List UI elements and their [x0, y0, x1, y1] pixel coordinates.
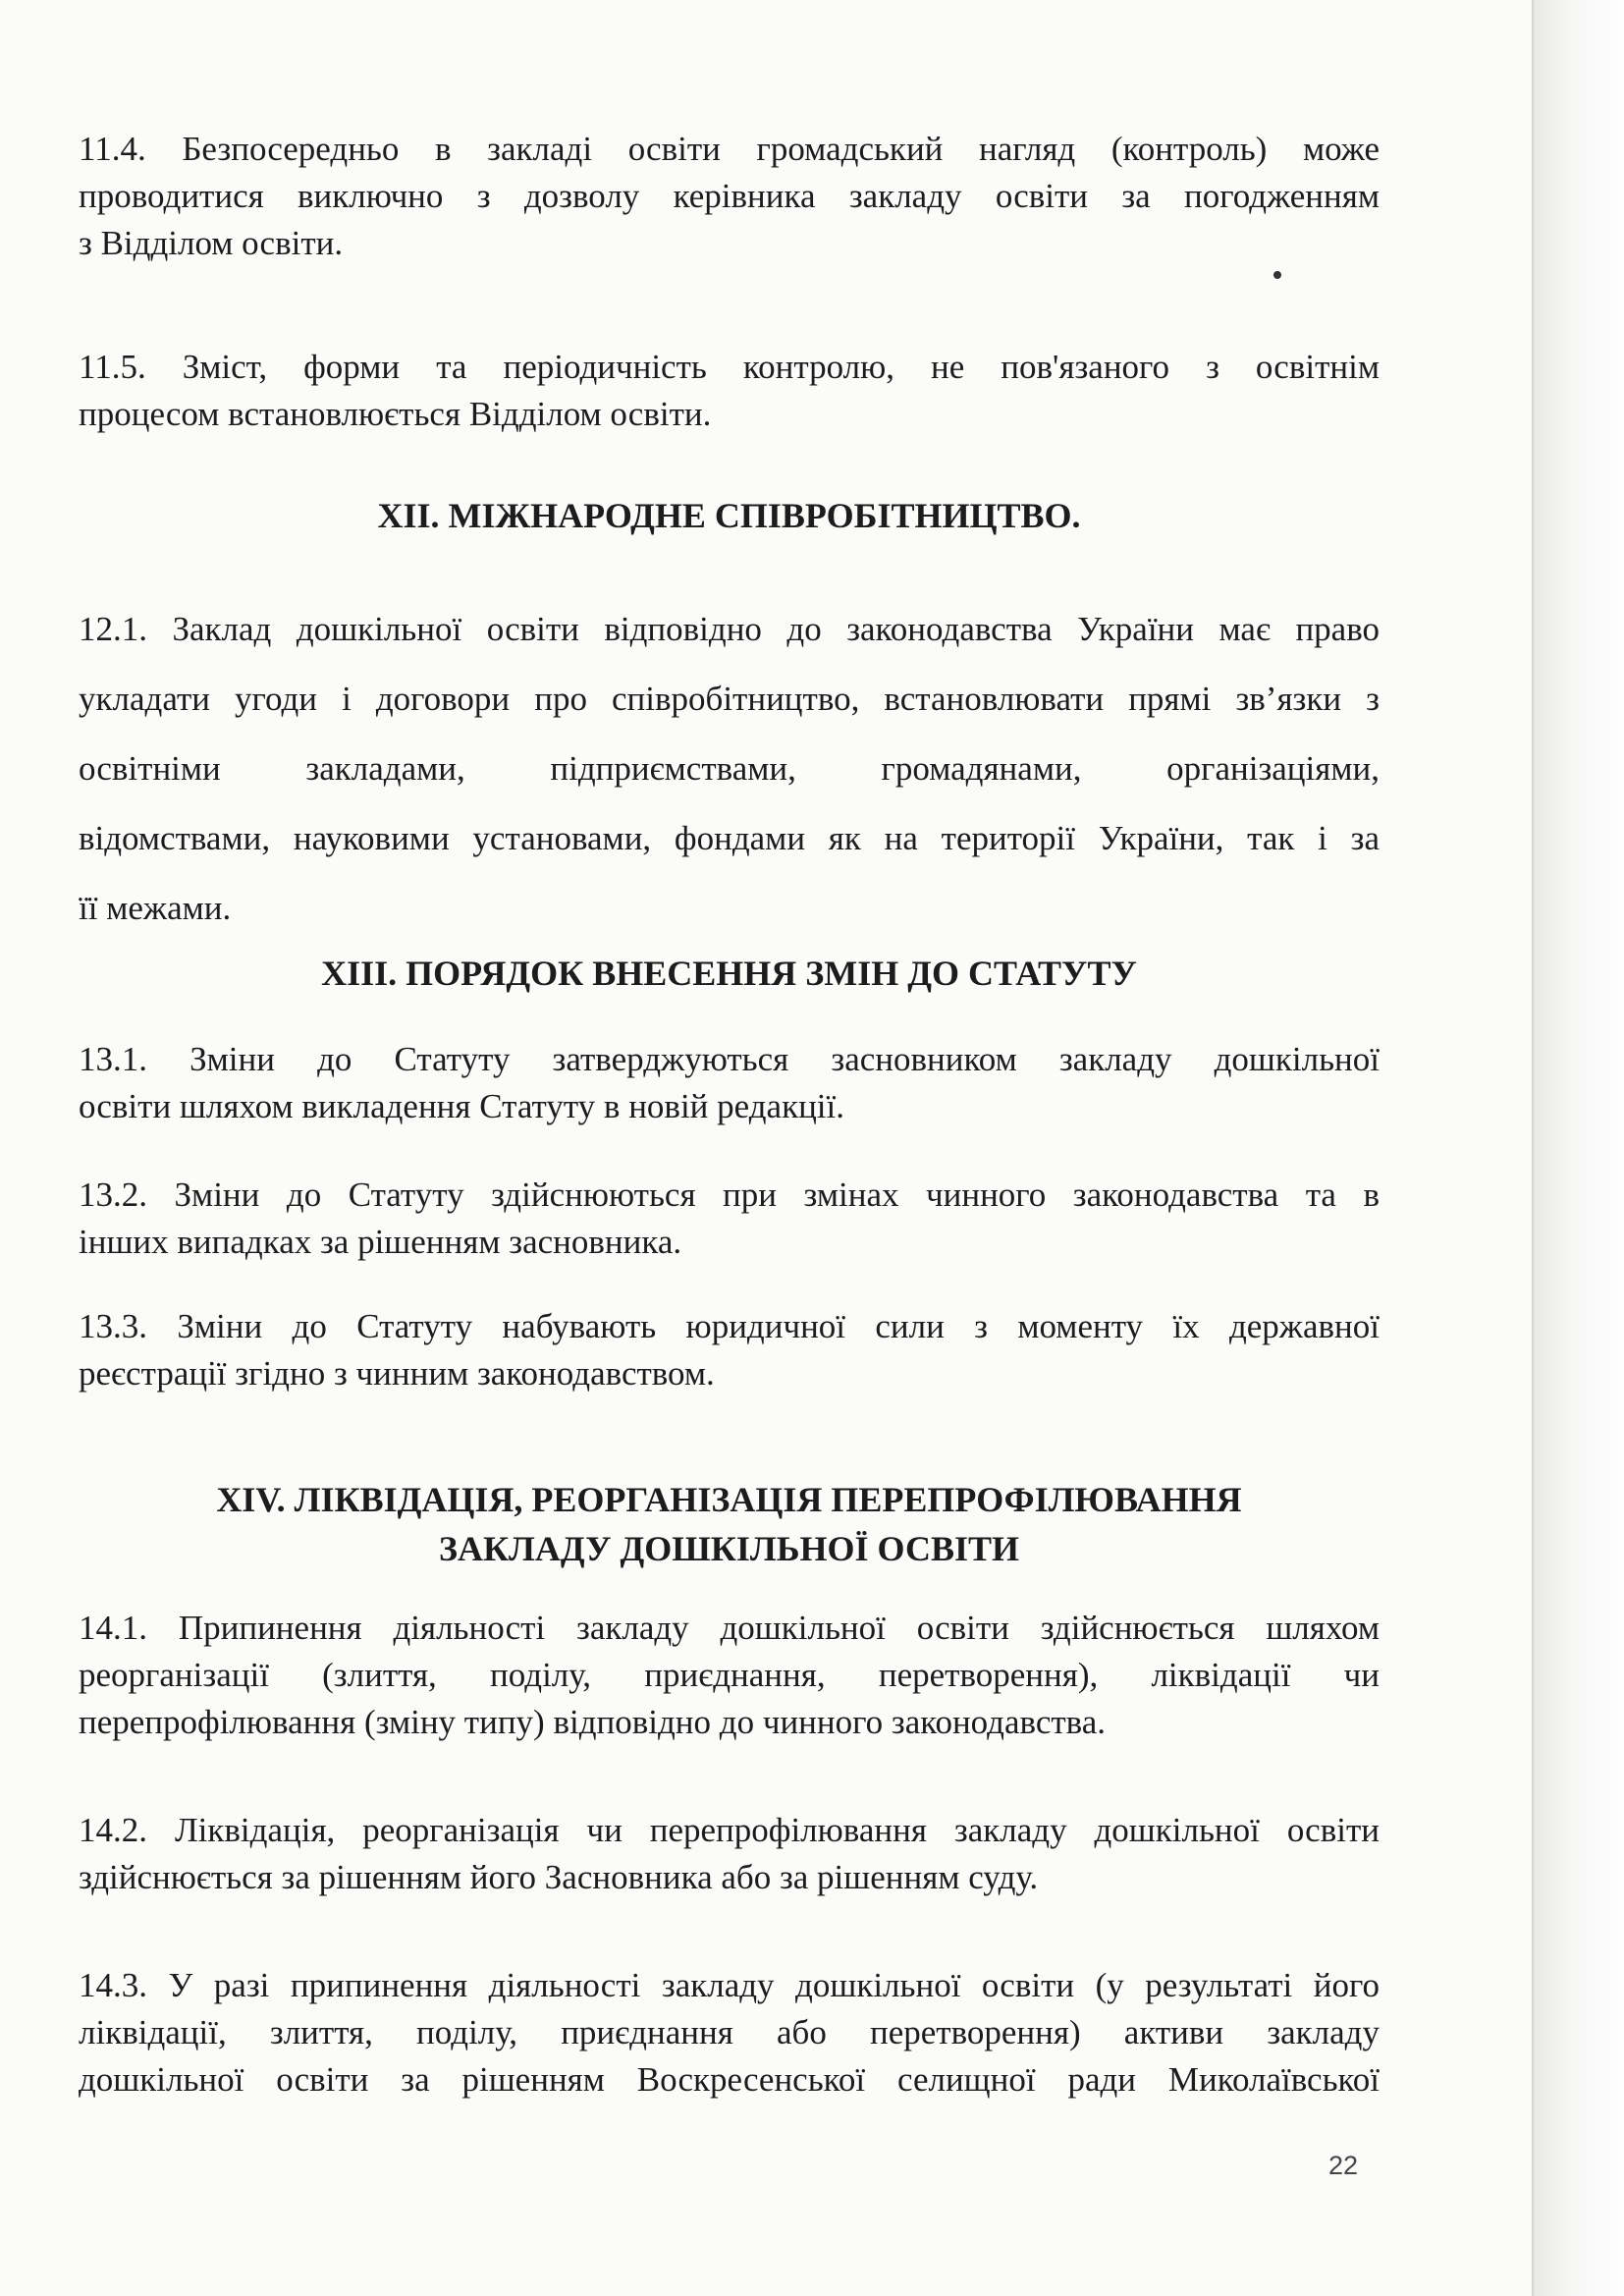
paragraph-line: процесом встановлюється Відділом освіти. [79, 395, 712, 433]
paragraph-line: реєстрації згідно з чинним законодавством. [79, 1354, 715, 1393]
section-heading-xii: XII. МІЖНАРОДНЕ СПІВРОБІТНИЦТВО. [377, 496, 1081, 535]
heading-line: ЗАКЛАДУ ДОШКІЛЬНОЇ ОСВІТИ [438, 1529, 1020, 1568]
paragraph-line: перепрофілювання (зміну типу) відповідно до чинного законодавства. [79, 1703, 1107, 1741]
paragraph-11-4 [79, 126, 1380, 267]
paragraph-line: дошкільної освіти за рішенням Воскресенської селищної ради Миколаївської [79, 2060, 1380, 2099]
paragraph-line: освіти шляхом викладення Статуту в новій редакції. [79, 1087, 844, 1125]
paragraph-line: 12.1. Заклад дошкільної освіти відповідно до законодавства України має право [79, 610, 1380, 648]
paragraph-14-1 [79, 1605, 1380, 1746]
paragraph-line: 14.2. Ліквідація, реорганізація чи перепрофілювання закладу дошкільної освіти [79, 1811, 1380, 1849]
paragraph-13-3 [79, 1303, 1380, 1397]
paragraph-line: 11.4. Безпосередньо в закладі освіти громадський нагляд (контроль) може [79, 130, 1380, 168]
section-heading-xiv [79, 1475, 1380, 1573]
heading-line: XIV. ЛІКВІДАЦІЯ, РЕОРГАНІЗАЦІЯ ПЕРЕПРОФІЛЮВАННЯ [216, 1480, 1242, 1519]
paragraph-line: 13.3. Зміни до Статуту набувають юридичної сили з моменту їх державної [79, 1307, 1380, 1345]
page-number: 22 [1328, 2151, 1359, 2180]
paragraph-14-2 [79, 1807, 1380, 1901]
paragraph-line: 14.1. Припинення діяльності закладу дошкільної освіти здійснюється шляхом [79, 1609, 1380, 1647]
paragraph-line: 14.3. У разі припинення діяльності закладу дошкільної освіти (у результаті його [79, 1966, 1380, 2004]
paragraph-14-3 [79, 1962, 1380, 2104]
scan-speck [1273, 271, 1281, 279]
paragraph-line: ліквідації, злиття, поділу, приєднання або перетворення) активи закладу [79, 2013, 1380, 2051]
paragraph-line: з Відділом освіти. [79, 224, 344, 262]
paragraph-line: реорганізації (злиття, поділу, приєднання, перетворення), ліквідації чи [79, 1656, 1380, 1694]
paragraph-line: 13.2. Зміни до Статуту здійснюються при змінах чинного законодавства та в [79, 1175, 1380, 1214]
paragraph-line: інших випадках за рішенням засновника. [79, 1223, 682, 1261]
paragraph-13-1 [79, 1036, 1380, 1130]
paragraph-line: відомствами, науковими установами, фондами як на території України, так і за [79, 819, 1380, 857]
paragraph-line: проводитися виключно з дозволу керівника закладу освіти за погодженням [79, 177, 1380, 215]
paragraph-line: укладати угоди і договори про співробітництво, встановлювати прямі зв’язки з [79, 680, 1380, 718]
page-edge-shadow [1532, 0, 1624, 2296]
section-heading-xiii: XIII. ПОРЯДОК ВНЕСЕННЯ ЗМІН ДО СТАТУТУ [321, 954, 1137, 993]
paragraph-12-1 [79, 594, 1380, 943]
paragraph-line: 11.5. Зміст, форми та періодичність контролю, не пов'язаного з освітнім [79, 348, 1380, 386]
paragraph-line: здійснюється за рішенням його Засновника або за рішенням суду. [79, 1858, 1039, 1896]
paragraph-line: освітніми закладами, підприємствами, громадянами, організаціями, [79, 749, 1380, 788]
paragraph-13-2 [79, 1172, 1380, 1266]
paragraph-line: 13.1. Зміни до Статуту затверджуються засновником закладу дошкільної [79, 1040, 1380, 1078]
paragraph-11-5 [79, 344, 1380, 438]
paragraph-line: її межами. [79, 889, 232, 927]
